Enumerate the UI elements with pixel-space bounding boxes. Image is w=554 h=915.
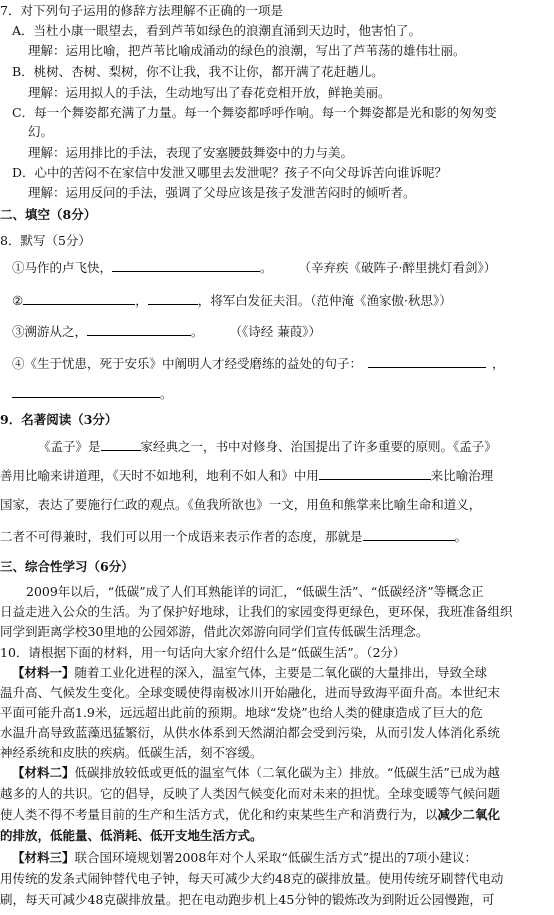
q7-stem: 7．对下列句子运用的修辞方法理解不正确的一项是 [0, 3, 283, 18]
sec3-intro-2: 日益走进入公众的生活。为了保护好地球，让我们的家园变得更绿色，更环保，我班准备组织 [0, 604, 513, 619]
material-2-line-3: 使人类不得不考量目前的生产和生活方式，优化和约束某些生产和消费行为，以减少二氧化 [0, 807, 501, 822]
q7-option-d-explanation: 理解：运用反问的手法，强调了父母应该是孩子发泄苦闷时的倾听者。 [28, 185, 416, 200]
q8-title: 8．默写（5分） [0, 233, 91, 248]
q7-option-b: B．桃树、杏树、梨树，你不让我，我不让你，都开满了花赶趟儿。 [12, 64, 384, 79]
material-3-line-3: 刷，每天可减少48克碳排放量。把在电动跑步机上45分钟的锻炼改为到附近公园慢跑，可 [0, 892, 495, 907]
q9-line-4: 二者不可得兼时，我们可以用一个成语来表示作者的态度，那就是 。 [0, 529, 468, 544]
q8-item-4: ④《生于忧患，死于安乐》中阐明人才经受磨练的益处的句子： ， [12, 356, 505, 371]
material-2-line-4: 的排放，低能量、低消耗、低开支地生活方式。 [0, 828, 263, 843]
section-2-title: 二、填空（8分） [0, 207, 97, 222]
material-2-line-1: 【材料二】低碳排放较低或更低的温室气体（二氧化碳为主）排放。“低碳生活”已成为越 [12, 765, 500, 780]
q7-option-a-explanation: 理解：运用比喻，把芦苇比喻成涌动的绿色的浪潮，写出了芦苇荡的雄伟壮丽。 [28, 43, 466, 58]
material-1-line-3: 平面可能升高1.9米，远远超出此前的预期。地球“发烧”也给人类的健康造成了巨大的危 [0, 705, 483, 720]
q7-option-c-explanation: 理解：运用排比的手法，表现了安塞腰鼓舞姿中的力与美。 [28, 145, 354, 160]
q7-option-c-cont: 幻。 [28, 124, 54, 139]
q9-line-3: 国家，表达了要施行仁政的观点。《鱼我所欲也》一文，用鱼和熊掌来比喻生命和道义， [0, 497, 482, 512]
q9-line-1: 《孟子》是 家经典之一，书中对修身、治国提出了许多重要的原则。《孟子》 [38, 439, 497, 454]
answer-blank[interactable] [363, 527, 455, 541]
answer-blank[interactable] [101, 437, 141, 451]
sec3-intro-1: 2009年以后，“低碳”成了人们耳熟能详的词汇，“低碳生活”、“低碳经济”等概念正 [26, 584, 484, 599]
material-3-line-2: 用传统的发条式闹钟替代电子钟，每天可减少大约48克的碳排放量。使用传统牙刷替代电动 [0, 871, 504, 886]
q7-option-d: D．心中的苦闷不在家信中发泄又哪里去发泄呢？孩子不向父母诉苦向谁诉呢？ [12, 165, 448, 180]
material-1-line-4: 水温升高导致蓝藻迅猛繁衍，从供水体系到天然湖泊都会受到污染，从而引发人体消化系统 [0, 725, 501, 740]
material-3-line-1: 【材料三】联合国环境规划署2008年对个人采取“低碳生活方式”提出的7项小建议： [12, 850, 478, 865]
answer-blank[interactable] [23, 291, 135, 305]
q7-option-a: A．当杜小康一眼望去，看到芦苇如绿色的浪潮直涌到天边时，他害怕了。 [12, 23, 422, 38]
answer-blank[interactable] [148, 291, 198, 305]
material-2-line-2: 越多的人的共识。它的倡导，反映了人类因气候变化而对未来的担忧。全球变暖等气候问题 [0, 786, 501, 801]
q8-item-2: ② ， ，将军白发征夫泪。（范仲淹《渔家傲·秋思》） [12, 293, 452, 308]
q7-option-c: C．每一个舞姿都充满了力量。每一个舞姿都呼呼作响。每一个舞姿都是光和影的匆匆变 [12, 105, 497, 120]
answer-blank[interactable] [368, 354, 486, 368]
q10-title: 10．请根据下面的材料，用一句话向大家介绍什么是“低碳生活”。（2分） [0, 645, 406, 660]
q9-line-2: 善用比喻来讲道理，《天时不如地利，地利不如人和》中用 来比喻治理 [0, 468, 494, 483]
answer-blank[interactable] [319, 466, 431, 480]
q8-item-4-cont: 。 [12, 384, 173, 403]
q8-item-3: ③溯游从之， 。 （《诗经 蒹葭》） [12, 324, 322, 339]
q7-option-b-explanation: 理解：运用拟人的手法，生动地写出了春花竞相开放，鲜艳美丽。 [28, 85, 391, 100]
material-1-line-2: 温升高、气候发生变化。全球变暖使得南极冰川开始融化，进而导致海平面升高。本世纪末 [0, 685, 501, 700]
answer-blank[interactable] [87, 322, 191, 336]
material-1-line-5: 神经系统和皮肤的疾病。低碳生活，刻不容缓。 [0, 745, 263, 760]
section-3-title: 三、综合性学习（6分） [0, 559, 134, 574]
answer-blank[interactable] [12, 384, 160, 398]
q8-item-1: ①马作的卢飞快， 。 （辛弃疾《破阵子·醉里挑灯看剑》） [12, 260, 497, 275]
sec3-intro-3: 同学到距离学校30里地的公园郊游，借此次郊游向同学们宣传低碳生活理念。 [0, 624, 429, 639]
answer-blank[interactable] [112, 258, 260, 272]
material-1-line-1: 【材料一】随着工业化进程的深入，温室气体，主要是二氧化碳的大量排出，导致全球 [12, 665, 488, 680]
q9-title: 9．名著阅读（3分） [0, 412, 118, 427]
